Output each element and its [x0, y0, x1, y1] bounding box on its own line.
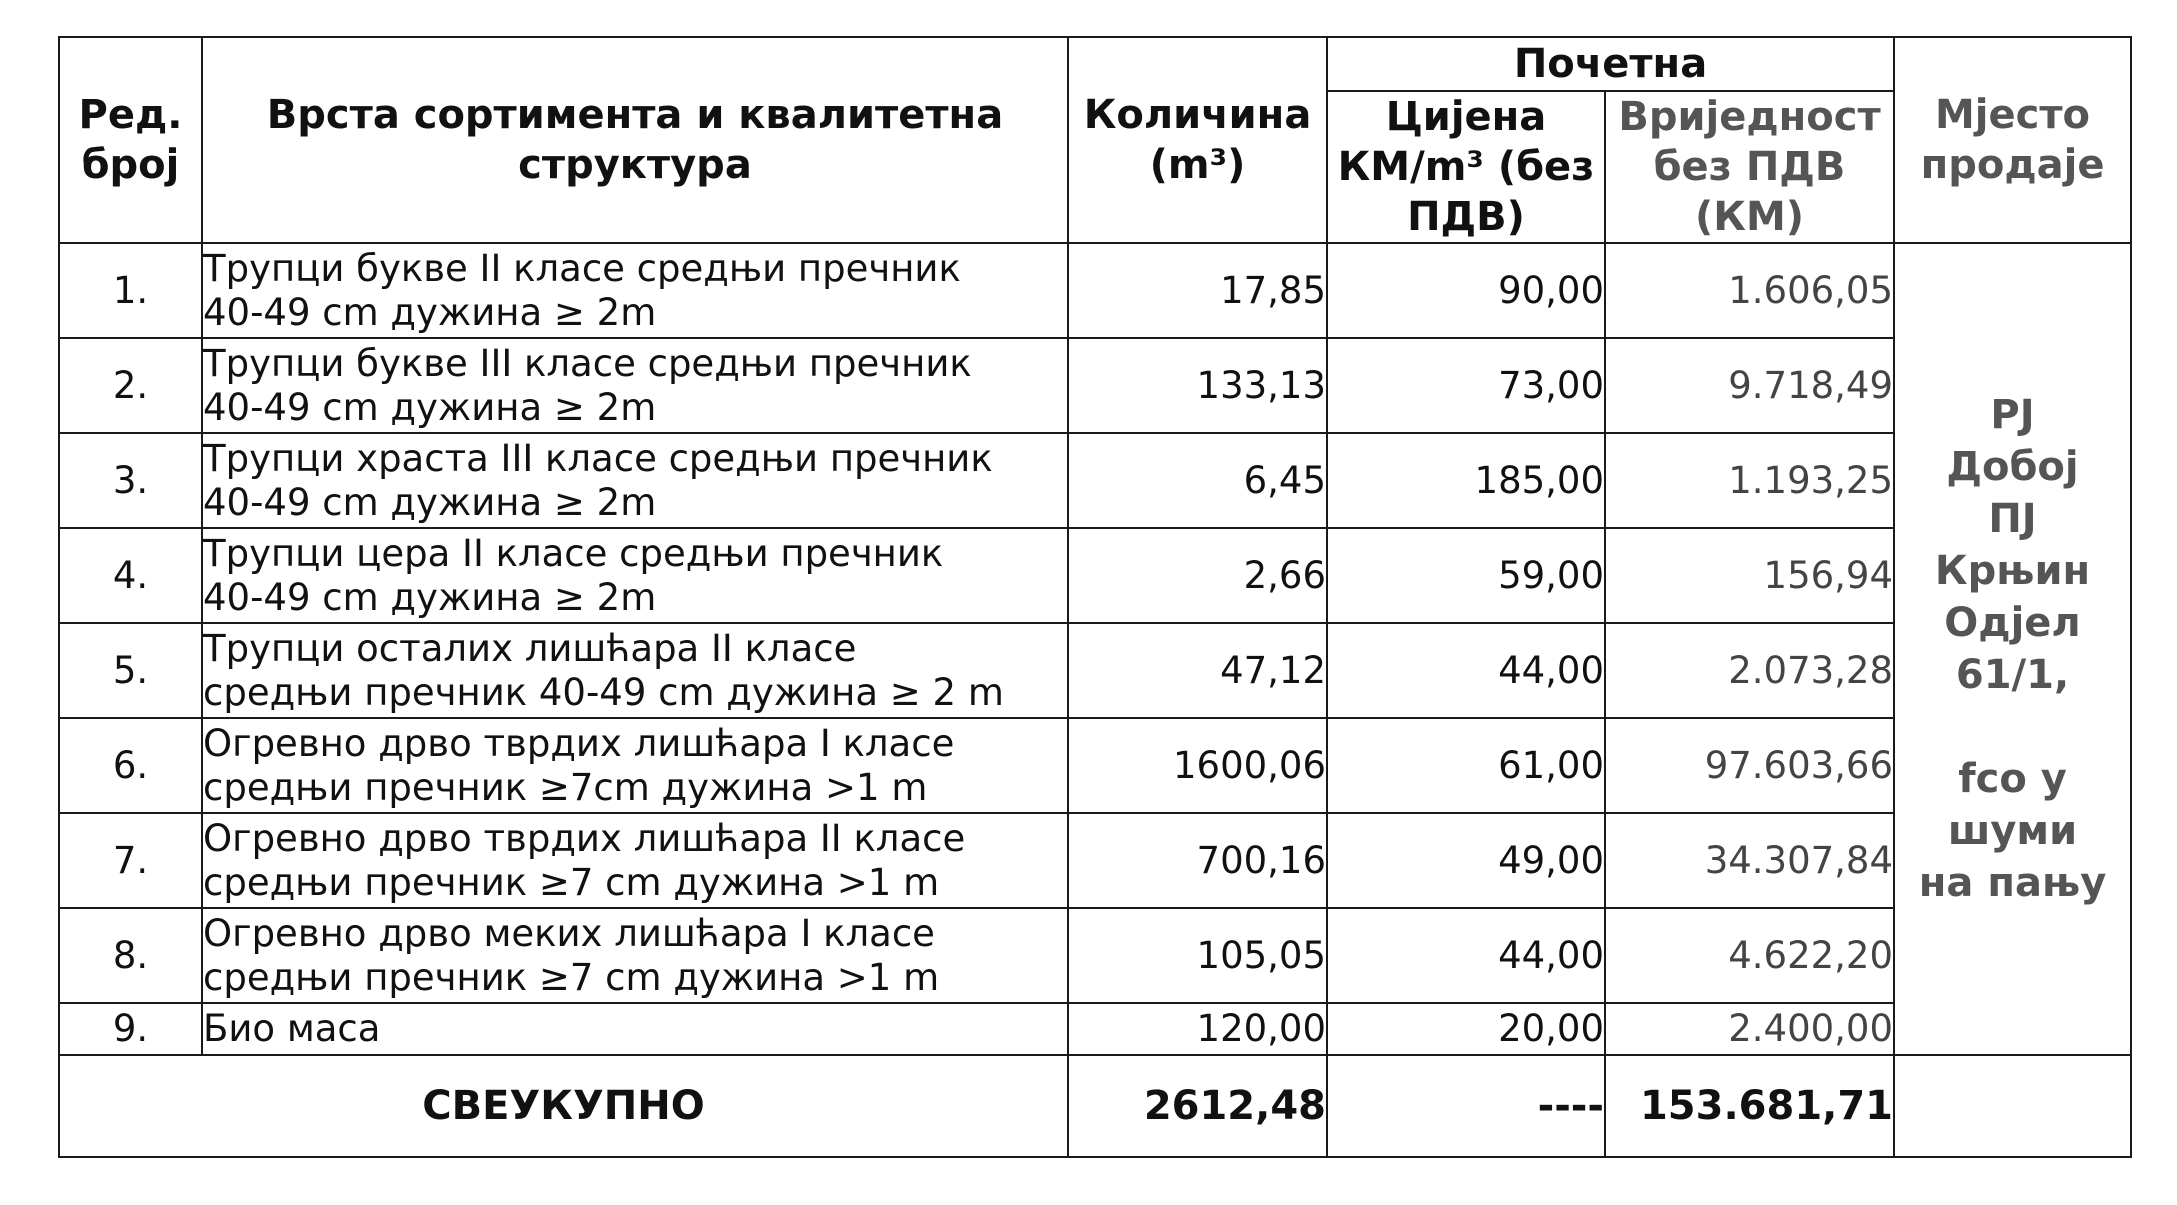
header-place-of-sale: Мјесто продаје — [1894, 37, 2131, 243]
sales-table — [58, 36, 2132, 1158]
price-cell: 73,00 — [1327, 338, 1605, 433]
table-row — [59, 338, 2131, 433]
value-cell: 2.400,00 — [1605, 1003, 1894, 1055]
price-cell: 90,00 — [1327, 243, 1605, 338]
table-row — [59, 528, 2131, 623]
value-cell: 9.718,49 — [1605, 338, 1894, 433]
row-number: 3. — [59, 433, 202, 528]
row-number: 8. — [59, 908, 202, 1003]
value-cell: 34.307,84 — [1605, 813, 1894, 908]
total-row — [59, 1055, 2131, 1157]
value-cell: 1.606,05 — [1605, 243, 1894, 338]
value-cell: 1.193,25 — [1605, 433, 1894, 528]
quantity-cell: 17,85 — [1068, 243, 1327, 338]
table-row — [59, 623, 2131, 718]
place-line: ПЈ — [1988, 496, 2037, 542]
place-line: Добој — [1946, 444, 2079, 490]
value-cell: 97.603,66 — [1605, 718, 1894, 813]
place-of-sale — [1894, 243, 2131, 1055]
place-line: РЈ — [1990, 392, 2035, 438]
row-number: 2. — [59, 338, 202, 433]
description-line: Трупци цера II класе средњи пречник — [203, 531, 944, 575]
header-value: Вриједност без ПДВ (КМ) — [1605, 91, 1894, 243]
total-value: 153.681,71 — [1605, 1055, 1894, 1157]
description-line: 40-49 cm дужина ≥ 2m — [203, 575, 657, 619]
assortment-description — [202, 243, 1068, 338]
price-cell: 44,00 — [1327, 623, 1605, 718]
table-row — [59, 243, 2131, 338]
description-line: средњи пречник 40-49 cm дужина ≥ 2 m — [203, 670, 1004, 714]
description-line: Огревно дрво тврдих лишћара II класе — [203, 816, 966, 860]
description-line: Био маса — [203, 1007, 381, 1050]
quantity-cell: 105,05 — [1068, 908, 1327, 1003]
quantity-cell: 120,00 — [1068, 1003, 1327, 1055]
table-row — [59, 433, 2131, 528]
header-quantity: Количина (m³) — [1068, 37, 1327, 243]
quantity-cell: 700,16 — [1068, 813, 1327, 908]
header-assortment-type: Врста сортимента и квалитетна структура — [202, 37, 1068, 243]
total-place-empty — [1894, 1055, 2131, 1157]
quantity-cell: 6,45 — [1068, 433, 1327, 528]
assortment-description — [202, 718, 1068, 813]
header-row-number: Ред. број — [59, 37, 202, 243]
price-cell: 20,00 — [1327, 1003, 1605, 1055]
place-line: 61/1, — [1955, 652, 2070, 698]
value-cell: 2.073,28 — [1605, 623, 1894, 718]
place-spacer — [1895, 701, 2130, 753]
header-price: Цијена КМ/m³ (без ПДВ) — [1327, 91, 1605, 243]
row-number: 7. — [59, 813, 202, 908]
assortment-description — [202, 338, 1068, 433]
row-number: 6. — [59, 718, 202, 813]
quantity-cell: 133,13 — [1068, 338, 1327, 433]
description-line: средњи пречник ≥7 cm дужина >1 m — [203, 955, 940, 999]
total-quantity: 2612,48 — [1068, 1055, 1327, 1157]
description-line: Трупци осталих лишћара II класе — [203, 626, 857, 670]
assortment-description — [202, 813, 1068, 908]
description-line: Огревно дрво тврдих лишћара I класе — [203, 721, 955, 765]
row-number: 5. — [59, 623, 202, 718]
value-cell: 4.622,20 — [1605, 908, 1894, 1003]
value-cell: 156,94 — [1605, 528, 1894, 623]
assortment-description — [202, 908, 1068, 1003]
table-row — [59, 813, 2131, 908]
total-label: СВЕУКУПНО — [59, 1055, 1068, 1157]
place-line: на пању — [1918, 860, 2107, 906]
place-line: Одјел — [1944, 600, 2081, 646]
quantity-cell: 2,66 — [1068, 528, 1327, 623]
place-line: Крњин — [1934, 548, 2091, 594]
total-price: ---- — [1327, 1055, 1605, 1157]
price-cell: 59,00 — [1327, 528, 1605, 623]
description-line: Трупци храста III класе средњи пречник — [203, 436, 993, 480]
price-cell: 185,00 — [1327, 433, 1605, 528]
description-line: 40-49 cm дужина ≥ 2m — [203, 480, 657, 524]
place-line: шуми — [1947, 808, 2078, 854]
row-number: 4. — [59, 528, 202, 623]
description-line: средњи пречник ≥7 cm дужина >1 m — [203, 860, 940, 904]
description-line: Огревно дрво меких лишћара I класе — [203, 911, 935, 955]
row-number: 1. — [59, 243, 202, 338]
assortment-description — [202, 528, 1068, 623]
place-line: fco у — [1958, 756, 2067, 802]
assortment-description — [202, 623, 1068, 718]
price-cell: 49,00 — [1327, 813, 1605, 908]
table-row — [59, 908, 2131, 1003]
quantity-cell: 1600,06 — [1068, 718, 1327, 813]
description-line: Трупци букве II класе средњи пречник — [203, 246, 961, 290]
description-line: средњи пречник ≥7cm дужина >1 m — [203, 765, 928, 809]
assortment-description — [202, 1003, 1068, 1055]
description-line: 40-49 cm дужина ≥ 2m — [203, 290, 657, 334]
quantity-cell: 47,12 — [1068, 623, 1327, 718]
row-number: 9. — [59, 1003, 202, 1055]
assortment-description — [202, 433, 1068, 528]
table-row — [59, 1003, 2131, 1055]
header-initial-group: Почетна — [1327, 37, 1894, 91]
table-row — [59, 718, 2131, 813]
price-cell: 61,00 — [1327, 718, 1605, 813]
description-line: Трупци букве III класе средњи пречник — [203, 341, 972, 385]
description-line: 40-49 cm дужина ≥ 2m — [203, 385, 657, 429]
price-cell: 44,00 — [1327, 908, 1605, 1003]
